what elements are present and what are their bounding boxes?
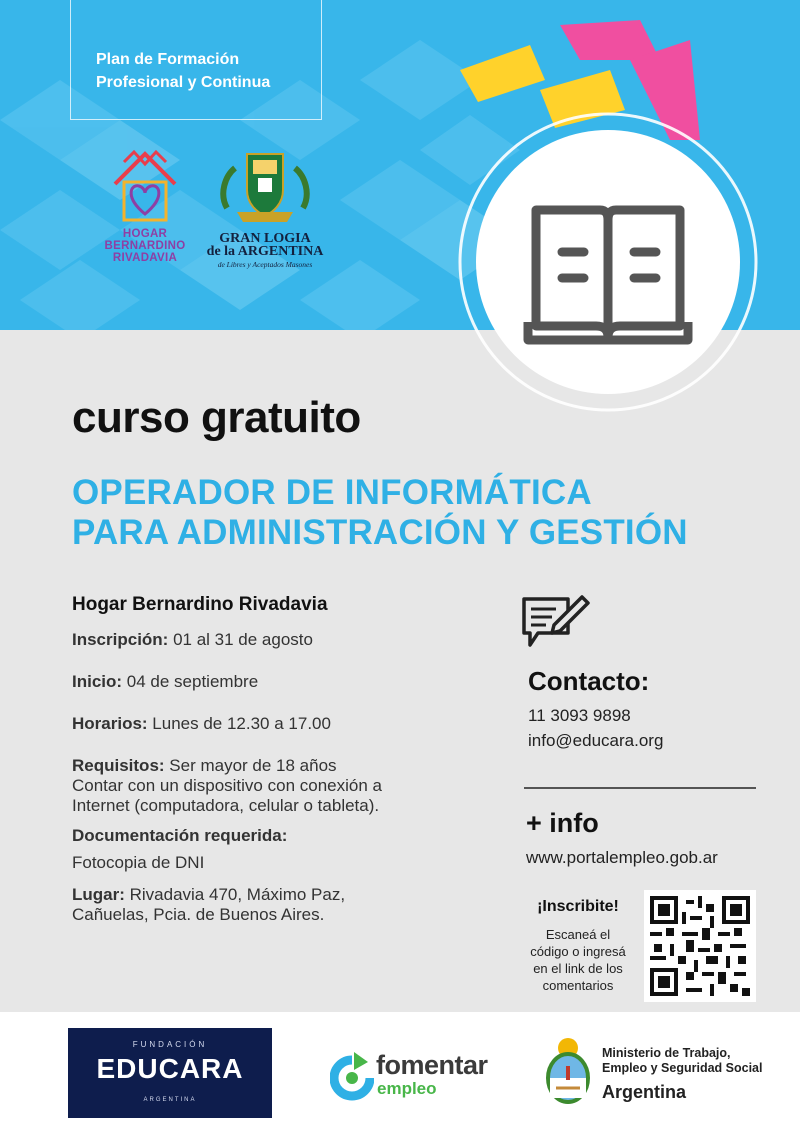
inicio-value: 04 de septiembre [122, 672, 259, 691]
signup-line-2: código o ingresá [530, 944, 626, 959]
horarios-value: Lunes de 12.30 a 17.00 [147, 714, 331, 733]
divider [524, 787, 756, 789]
requisitos-label: Requisitos: [72, 756, 165, 775]
course-title-line-1: OPERADOR DE INFORMÁTICA [72, 473, 592, 512]
course-kind: curso gratuito [72, 393, 361, 442]
qr-code-icon [650, 896, 750, 996]
pink-shape [560, 20, 660, 60]
chat-pencil-icon [520, 593, 592, 653]
requisitos-row [72, 756, 472, 816]
shield-crest-icon [217, 146, 313, 228]
ministerio-name [602, 1046, 762, 1076]
educara-logo [68, 1028, 272, 1118]
signup-block [522, 898, 634, 994]
ministerio-line-2: Empleo y Seguridad Social [602, 1061, 763, 1075]
inicio-row [72, 672, 472, 692]
fomentar-logo [330, 1048, 530, 1108]
inscripcion-label: Inscripción: [72, 630, 169, 649]
requisitos-line-2: Contar con un dispositivo con conexión a [72, 776, 382, 795]
signup-title: ¡Inscribite! [537, 898, 619, 915]
hogar-name [100, 228, 190, 264]
hogar-logo [100, 146, 190, 286]
documentacion-label: Documentación requerida: [72, 826, 288, 845]
signup-line-1: Escaneá el [545, 927, 611, 942]
hogar-line-2: BERNARDINO [104, 240, 186, 252]
qr-code[interactable] [644, 890, 756, 1002]
educara-country: ARGENTINA [143, 1097, 197, 1103]
contact-phone[interactable]: 11 3093 9898 [528, 706, 631, 725]
plan-line-2: Profesional y Continua [96, 74, 271, 91]
ministerio-line-1: Ministerio de Trabajo, [602, 1046, 731, 1060]
fomentar-sub: empleo [377, 1079, 437, 1098]
plan-box [70, 0, 322, 120]
signup-line-4: comentarios [542, 978, 614, 993]
course-title-line-2: PARA ADMINISTRACIÓN Y GESTIÓN [72, 513, 688, 552]
requisitos-line-3: Internet (computadora, celular o tableta). [72, 796, 380, 815]
educara-fundacion: FUNDACIÓN [132, 1040, 208, 1049]
fomentar-icon [330, 1052, 374, 1102]
book-icon [458, 112, 758, 412]
plan-title [96, 48, 316, 94]
hogar-line-3: RIVADAVIA [112, 252, 178, 264]
hogar-line-1: HOGAR [122, 228, 168, 240]
info-url-link[interactable]: www.portalempleo.gob.ar [526, 848, 718, 867]
lugar-label: Lugar: [72, 885, 125, 904]
inscripcion-row [72, 630, 472, 650]
place-name: Hogar Bernardino Rivadavia [72, 594, 328, 615]
plan-line-1: Plan de Formación [96, 51, 240, 68]
coat-of-arms-icon [542, 1036, 594, 1110]
ministerio-country: Argentina [602, 1082, 687, 1102]
logia-sub: de Libres y Aceptados Masones [217, 260, 313, 269]
inscripcion-value: 01 al 31 de agosto [168, 630, 313, 649]
info-title: + info [526, 808, 599, 838]
contact-email[interactable]: info@educara.org [528, 731, 664, 750]
lugar-row [72, 885, 472, 925]
contact-title: Contacto: [528, 666, 650, 696]
house-heart-icon [110, 146, 180, 226]
yellow-shape [460, 45, 545, 102]
logia-logo [205, 146, 325, 286]
course-title [72, 473, 688, 553]
requisitos-value: Ser mayor de 18 años [164, 756, 337, 775]
lugar-line-2: Cañuelas, Pcia. de Buenos Aires. [72, 905, 325, 924]
horarios-label: Horarios: [72, 714, 148, 733]
logia-line-2: de la ARGENTINA [206, 244, 324, 259]
signup-text [522, 926, 634, 994]
signup-line-3: en el link de los [533, 961, 623, 976]
course-details [72, 594, 472, 947]
ministerio-logo [542, 1034, 782, 1114]
educara-name: EDUCARA [96, 1053, 244, 1084]
logia-line-1: GRAN LOGIA [219, 231, 311, 246]
inicio-label: Inicio: [72, 672, 123, 691]
lugar-value: Rivadavia 470, Máximo Paz, [124, 885, 346, 904]
fomentar-name: fomentar [376, 1050, 488, 1080]
horarios-row [72, 714, 472, 734]
documentacion-value: Fotocopia de DNI [72, 853, 205, 872]
